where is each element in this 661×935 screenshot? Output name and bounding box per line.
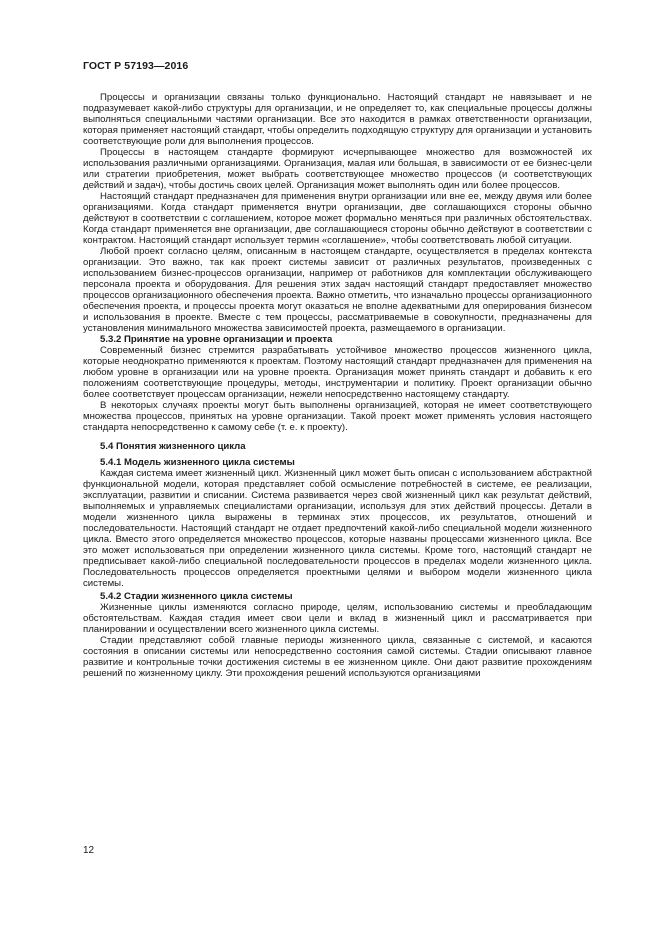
document-body xyxy=(83,92,592,679)
document-header: ГОСТ Р 57193—2016 xyxy=(83,60,189,72)
paragraph: Стадии представляют собой главные периоды жизненного цикла, связанные с системой, и касаются состояния в описании системы или непосредственно состояния самой системы. Стадии описывают главное развитие и контрольные точки достижения системы в ее жизненном цикле. Они дают развитие прохождениям решений по жизненному циклу. Эти прохождения решений используются организациями xyxy=(83,635,592,679)
section-heading-5-4-1: 5.4.1 Модель жизненного цикла системы xyxy=(100,457,295,468)
paragraph: Жизненные циклы изменяются согласно природе, целям, использованию системы и преобладающим обстоятельствам. Каждая стадия имеет свои цели и вклад в жизненный цикл и рассматривается при планировании и осуществлении всего жизненного цикла системы. xyxy=(83,602,592,635)
paragraph: Процессы и организации связаны только функционально. Настоящий стандарт не навязывает и не подразумевает какой-либо структуры для организации, и не определяет то, как специальные процессы должны выполняться специальными частями организации. Все это находится в рамках ответственности организации, которая применяет настоящий стандарт, чтобы определить подходящую структуру для организации и установить соответствующие роли для выполнения процессов. xyxy=(83,92,592,147)
section-heading-5-4-2: 5.4.2 Стадии жизненного цикла системы xyxy=(100,591,293,602)
page-number: 12 xyxy=(83,845,95,856)
paragraph: Каждая система имеет жизненный цикл. Жизненный цикл может быть описан с использованием абстрактной функциональной модели, которая представляет собой осмысление потребностей в системе, ее реализации, эксплуатации, развитии и списании. Система развивается через свой жизненный цикл как результат действий, выполняемых и управляемых специалистами организации, используя для этих действий процессы. Детали в модели жизненного цикла выражены в терминах этих процессов, их результатов, отношений и последовательности. Настоящий стандарт не отдает предпочтений какой-либо специальной модели жизненного цикла. Вместо этого определяется множество процессов, которые названы процессами жизненного цикла. Все это может использоваться при определении жизненного цикла системы. Кроме того, настоящий стандарт не предписывает какой-либо специальной последовательности процессов в пределах модели жизненного цикла. Последовательность процессов определяется проектными целями и выбором модели жизненного цикла системы. xyxy=(83,468,592,589)
paragraph: В некоторых случаях проекты могут быть выполнены организацией, которая не имеет соответствующего множества процессов, принятых на уровне организации. Такой проект может применять условия настоящего стандарта непосредственно к самому себе (т. е. к проекту). xyxy=(83,400,592,433)
section-heading-5-3-2: 5.3.2 Принятие на уровне организации и проекта xyxy=(100,334,333,345)
paragraph: Процессы в настоящем стандарте формируют исчерпывающее множество для возможностей их использования различными организациями. Организация, малая или большая, в зависимости от ее бизнес-цели или стратегии приобретения, может выбрать соответствующее множество процессов (и соответствующих действий и задач), чтобы достичь своих целей. Организация может выполнять один или более процессов. xyxy=(83,147,592,191)
paragraph: Настоящий стандарт предназначен для применения внутри организации или вне ее, между двумя или более организациями. Когда стандарт применяется внутри организации, две соглашающихся стороны обычно действуют в соответствии с соглашением, которое может формально меняться при различных обстоятельствах. Когда стандарт применяется вне организации, две соглашающиеся стороны обычно действуют в соответствии с контрактом. Настоящий стандарт использует термин «соглашение», чтобы соответствовать любой ситуации. xyxy=(83,191,592,246)
paragraph: Современный бизнес стремится разрабатывать устойчивое множество процессов жизненного цикла, которые неоднократно применяются к проектам. Поэтому настоящий стандарт предназначен для применения на любом уровне в организации или на уровне проекта. Организация может принять стандарт и добавить к его положениям соответствующие процедуры, методы, инструментарии и политику. Проект организации обычно более соответствует процессам организации, нежели непосредственно настоящему стандарту. xyxy=(83,345,592,400)
section-heading-5-4: 5.4 Понятия жизненного цикла xyxy=(100,441,246,452)
paragraph: Любой проект согласно целям, описанным в настоящем стандарте, осуществляется в пределах контекста организации. Это важно, так как проект системы зависит от различных результатов, произведенных с использованием бизнес-процессов организации, например от работников для комплектации обслуживающего персонала проекта и оборудования. Для решения этих задач настоящий стандарт предоставляет множество процессов организационного обеспечения проекта. Важно отметить, что изначально процессы организационного обеспечения проекта, и процессы проекта могут оказаться не вполне адекватными для оперирования бизнесом и использования в проекте. Вместе с тем процессы, рассматриваемые в совокупности, предназначены для установления минимального множества зависимостей проекта, размещаемого в организации. xyxy=(83,246,592,334)
